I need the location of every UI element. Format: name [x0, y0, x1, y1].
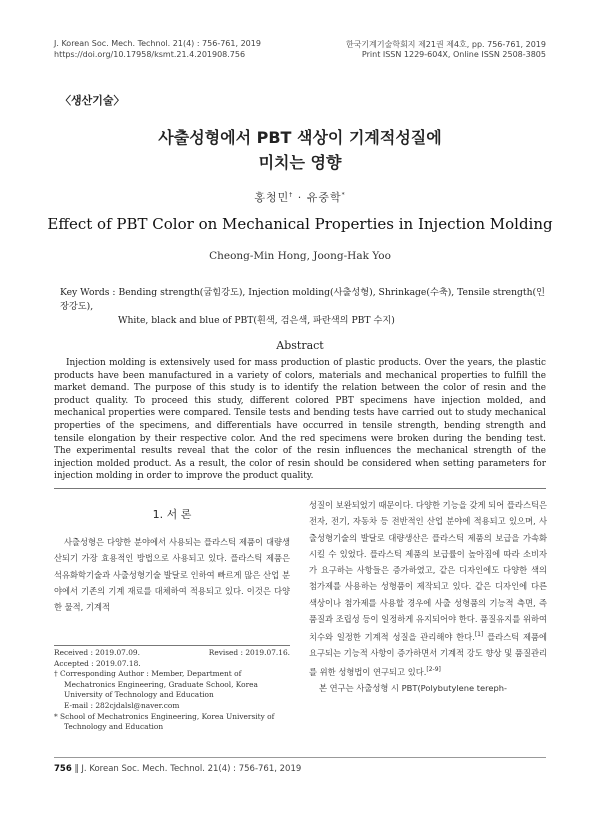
authors-en: Cheong-Min Hong, Joong-Hak Yoo: [209, 250, 391, 262]
school-affiliation: * School of Mechatronics Engineering, Korea University of Technology and Education: [54, 711, 275, 732]
email[interactable]: E-mail : 282cjdalsl@naver.com: [64, 700, 180, 710]
intro-right-part2: 플라스틱 제품에 요구되는 기능적 사항이 증가하면서 기계적 강도 향상 및 품질관리를 위한 성형법이 연구되고 있다.: [309, 632, 547, 677]
abstract-title: Abstract: [276, 339, 324, 352]
left-column: [54, 502, 290, 615]
ref-2-9[interactable]: [2-9]: [426, 665, 441, 673]
author-ko-2: 유중학: [306, 191, 342, 204]
intro-heading: 1. 서 론: [152, 508, 192, 521]
header-issn: Print ISSN 1229-604X, Online ISSN 2508-3805: [361, 50, 546, 59]
intro-left-text: 사출성형은 다양한 분야에서 사용되는 플라스틱 제품이 대량생산되기 가장 효용적인 방법으로 사용되고 있다. 플라스틱 제품은 석유화학기술과 사출성형기술 발달로 인하여 빠르게 많은 산업 분야에서 기존의 기계 재료를 대체하여 적용되고 있다. 이것은 다양한 물적, 기계적: [54, 537, 290, 613]
page-number: 756: [54, 764, 72, 774]
abstract-text: Injection molding is extensively used for mass production of plastic products. Over the years, the plastic products have been manufactured in a variety of colors, materials and mechanical properties to fulfill the market demand. The purpose of this study is to identify the relation between the color of resin and the product quality. To proceed this study, different colored PBT specimens have injection molded, and mechanical properties were compared. Tensile tests and bending tests have carried out to study mechanical properties of the specimens, and differentials have occurred in tensile strength, bending strength and tensile elongation by their respective color. And the red specimens were broken during the bending test. The experimental results reveal that the color of the resin influences the mechanical strength of the injection molded product. As a result, the color of resin should be considered when setting parameters for injection molding in order to improve the product quality.: [54, 358, 546, 482]
abstract-divider: [54, 488, 546, 489]
dagger-mark: †: [289, 191, 294, 199]
author-separator: ·: [293, 191, 307, 204]
authors-ko: [0, 189, 600, 205]
title-ko-line2: 미치는 영향: [258, 153, 342, 172]
keywords: [60, 286, 550, 328]
footer-divider: [54, 757, 546, 758]
footnote-divider: [54, 645, 290, 646]
received-date: Received : 2019.07.09.: [54, 648, 140, 657]
footer: [54, 764, 301, 774]
header-journal-ko: 한국기계기술학회지 제21권 제4호, pp. 756-761, 2019: [345, 40, 546, 49]
star-mark: *: [341, 191, 346, 199]
section-tag: 〈생산기술〉: [60, 94, 125, 107]
title-ko-line1: 사출성형에서 PBT 색상이 기계적성질에: [158, 128, 442, 147]
right-column: [309, 497, 547, 696]
ref-1[interactable]: [1]: [474, 631, 484, 639]
intro-right-text: [309, 497, 547, 680]
keywords-line2: White, black and blue of PBT(흰색, 검은색, 파란색의 PBT 수지): [118, 315, 395, 326]
dates-row: [54, 648, 290, 659]
author-ko-1: 홍청민: [254, 191, 290, 204]
accepted-date: Accepted : 2019.07.18.: [54, 658, 141, 668]
footer-journal: J. Korean Soc. Mech. Technol. 21(4) : 756-761, 2019: [81, 764, 302, 774]
keywords-label: Key Words :: [60, 287, 119, 298]
header-doi[interactable]: https://doi.org/10.17958/ksmt.21.4.201908.756: [54, 50, 246, 59]
revised-date: Revised : 2019.07.16.: [208, 648, 290, 657]
header-citation: J. Korean Soc. Mech. Technol. 21(4) : 756-761, 2019: [54, 39, 261, 48]
intro-right-part3: 본 연구는 사출성형 시 PBT(Polybutylene tereph-: [319, 682, 507, 693]
footer-bar: ‖: [74, 764, 82, 774]
title-en: Effect of PBT Color on Mechanical Properties in Injection Molding: [47, 215, 553, 233]
corresponding-author: † Corresponding Author : Member, Department of Mechatronics Engineering, Graduate School, Korea University of Technology and Education: [54, 669, 258, 700]
keywords-line1: Bending strength(굽힘강도), Injection molding(사출성형), Shrinkage(수축), Tensile strength(인장강도),: [60, 287, 545, 312]
intro-right-part1: 성질이 보완되었기 때문이다. 다양한 기능을 갖게 되어 플라스틱은 전자, 전기, 자동차 등 전반적인 산업 분야에 적용되고 있으며, 사출성형기술의 발달로 대량생산은 플라스틱 제품의 보급을 가속화시킬 수 있었다. 플라스틱 제품의 보급률이 높아짐에 따라 소비자가 요구하는 사항들은 증가하였고, 같은 디자인에도 다양한 색의 첨가제를 사용하는 성형품이 제작되고 있다. 같은 디자인에 다른 색상이나 첨가제를 사용할 경우에 사출 성형품의 기능적 측면, 즉 품질과 조립성 등이 일정하게 유지되어야 한다. 품질유지를 위하여 치수와 일정한 기계적 성질을 관리해야 한다.: [309, 500, 547, 643]
footnotes: [54, 648, 290, 733]
